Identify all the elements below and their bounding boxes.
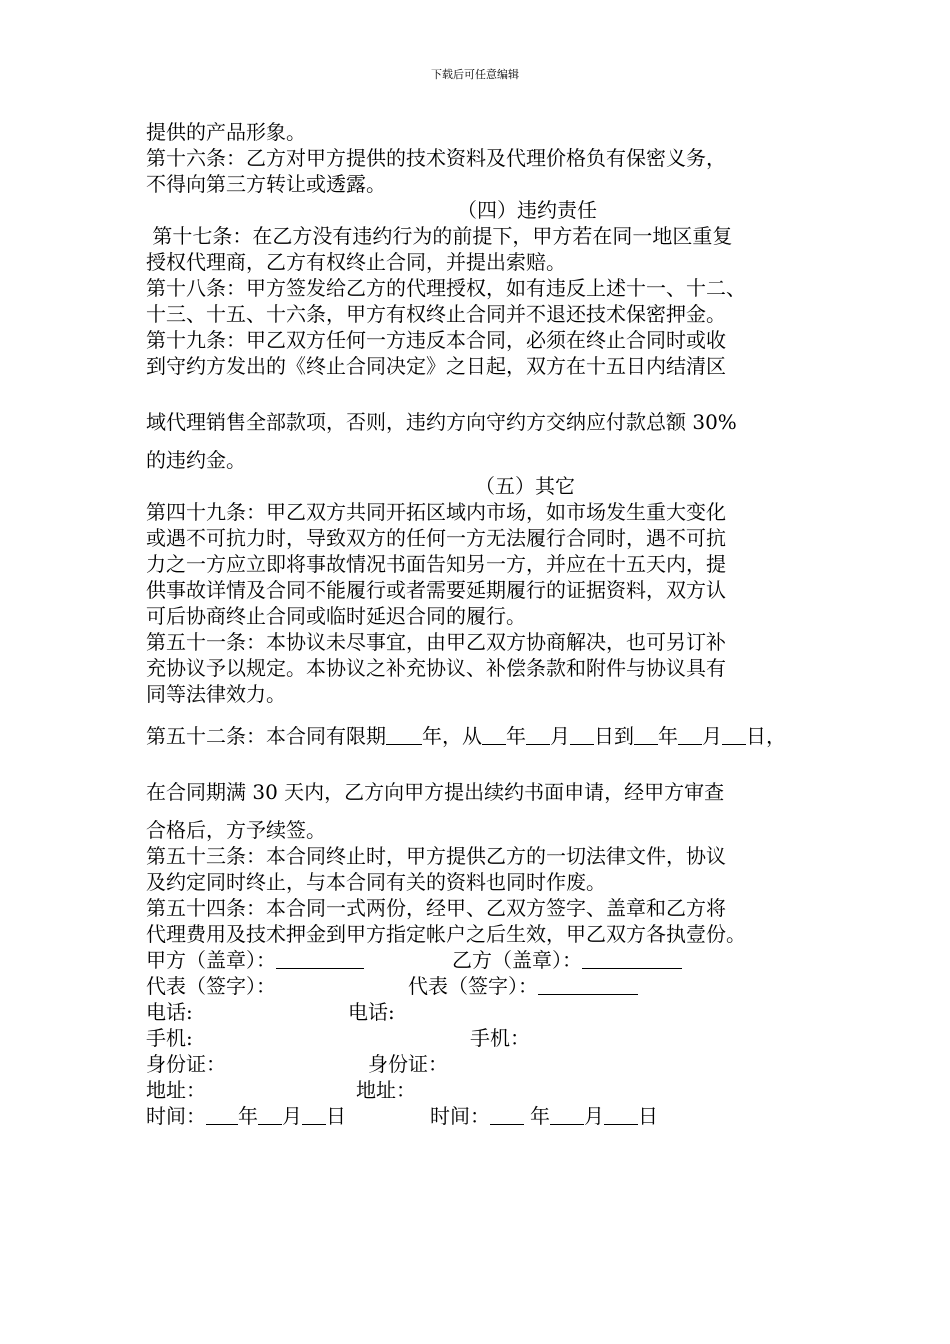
clause-19-line: 到守约方发出的《终止合同决定》之日起，双方在十五日内结清区: [146, 354, 726, 378]
contract-body: [146, 119, 836, 1129]
time-b-year-blank: [490, 1106, 524, 1125]
addr-b-label: 地址：: [356, 1078, 416, 1102]
phone-b-label: 电话:: [348, 1000, 395, 1024]
rep-b-blank: [538, 976, 638, 995]
clause-53-line: 及约定同时终止，与本合同有关的资料也同时作废。: [146, 870, 606, 894]
blank-start-month: [526, 726, 550, 745]
party-b-label: 乙方（盖章）：: [452, 948, 582, 972]
clause-17-line: 第十七条：在乙方没有违约行为的前提下，甲方若在同一地区重复: [146, 224, 733, 248]
time-a-year-blank: [206, 1106, 238, 1125]
clause-49-line: 第四十九条：甲乙双方共同开拓区域内市场，如市场发生重大变化: [146, 500, 726, 524]
id-b-label: 身份证：: [368, 1052, 448, 1076]
clause-16-line: 第十六条：乙方对甲方提供的技术资料及代理价格负有保密义务，: [146, 146, 726, 170]
addr-a-label: 地址：: [146, 1078, 206, 1102]
mobile-a-label: 手机:: [146, 1026, 193, 1050]
clause-16-line: 不得向第三方转让或透露。: [146, 172, 386, 196]
clause-52-line: 在合同期满 30 天内，乙方向甲方提出续约书面申请，经甲方审查: [146, 780, 725, 804]
page-header: 下载后可任意编辑: [431, 68, 519, 81]
signature-address-row: [146, 1077, 836, 1103]
clause-18-line: 第十八条：甲方签发给乙方的代理授权，如有违反上述十一、十二、: [146, 276, 746, 300]
time-a-label: 时间：: [146, 1104, 206, 1128]
clause-49-line: 或遇不可抗力时，导致双方的任何一方无法履行合同时，遇不可抗: [146, 526, 726, 550]
clause-17-line: 授权代理商，乙方有权终止合同，并提出索赔。: [146, 250, 566, 274]
time-a-month-blank: [258, 1106, 282, 1125]
rep-b-label: 代表（签字）：: [408, 974, 538, 998]
blank-end-day: [722, 726, 746, 745]
clause-51-line: 第五十一条：本协议未尽事宜，由甲乙双方协商解决，也可另订补: [146, 630, 726, 654]
mobile-b-label: 手机：: [470, 1026, 530, 1050]
phone-a-label: 电话:: [146, 1000, 193, 1024]
blank-start-day: [570, 726, 594, 745]
signature-phone-row: [146, 999, 836, 1025]
clause-18-line: 十三、十五、十六条，甲方有权终止合同并不退还技术保密押金。: [146, 302, 726, 326]
section-heading-4: （四）违约责任: [457, 198, 597, 222]
clause-51-line: 充协议予以规定。本协议之补充协议、补偿条款和附件与协议具有: [146, 656, 726, 680]
signature-mobile-row: [146, 1025, 836, 1051]
party-a-label: 甲方（盖章）：: [146, 948, 276, 972]
clause-54-line: 代理费用及技术押金到甲方指定帐户之后生效，甲乙双方各执壹份。: [146, 922, 746, 946]
clause-52-line: 合格后，方予续签。: [146, 818, 326, 842]
clause-49-line: 可后协商终止合同或临时延迟合同的履行。: [146, 604, 526, 628]
signature-id-row: [146, 1051, 836, 1077]
clause-51-line: 同等法律效力。: [146, 682, 286, 706]
blank-end-year: [634, 726, 658, 745]
blank-years: [386, 726, 422, 745]
clause-49-line: 供事故详情及合同不能履行或者需要延期履行的证据资料，双方认: [146, 578, 726, 602]
signature-date-row: 时间： 年 月 日 时间： 年 月 日: [146, 1104, 658, 1128]
clause-49-line: 力之一方应立即将事故情况书面告知另一方，并应在十五天内，提: [146, 552, 726, 576]
time-b-day-blank: [604, 1106, 638, 1125]
clause-19-line: 域代理销售全部款项，否则，违约方向守约方交纳应付款总额 30%: [146, 410, 737, 434]
clause-54-line: 第五十四条：本合同一式两份，经甲、乙双方签字、盖章和乙方将: [146, 896, 726, 920]
time-b-month-blank: [550, 1106, 584, 1125]
blank-start-year: [482, 726, 506, 745]
clause-53-line: 第五十三条：本合同终止时，甲方提供乙方的一切法律文件，协议: [146, 844, 726, 868]
signature-party-row: [146, 947, 836, 973]
signature-rep-row: [146, 973, 836, 999]
clause-52-term-line: 第五十二条：本合同有限期 年，从 年 月 日到 年 月 日，: [146, 724, 786, 748]
party-a-blank: [276, 950, 364, 969]
party-b-blank: [582, 950, 682, 969]
section-heading-5: （五）其它: [475, 474, 575, 498]
time-a-day-blank: [302, 1106, 326, 1125]
time-b-label: 时间：: [430, 1104, 490, 1128]
clause-19-line: 的违约金。: [146, 448, 246, 472]
id-a-label: 身份证：: [146, 1052, 226, 1076]
clause-19-line: 第十九条：甲乙双方任何一方违反本合同，必须在终止合同时或收: [146, 328, 726, 352]
rep-a-label: 代表（签字）：: [146, 974, 276, 998]
blank-end-month: [678, 726, 702, 745]
paragraph-line: 提供的产品形象。: [146, 120, 306, 144]
